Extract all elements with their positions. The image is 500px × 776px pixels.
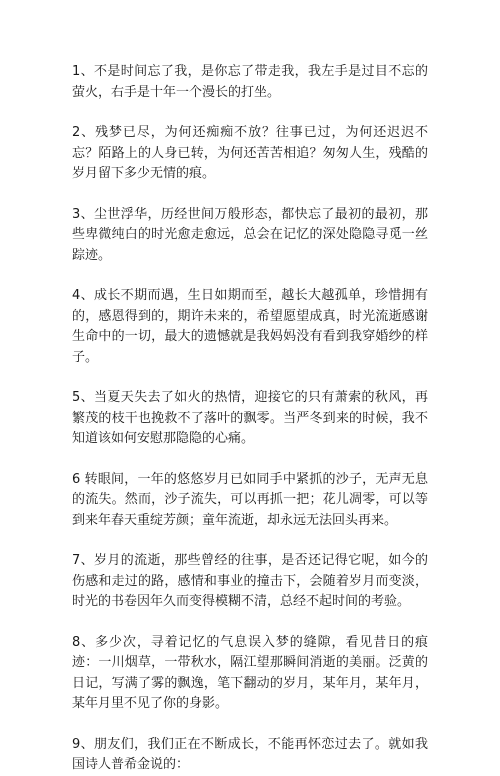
paragraph-5: 5、当夏天失去了如火的热情，迎接它的只有萧索的秋风，再繁茂的枝干也挽救不了落叶的飘零。当严冬到来的时候，我不知道该如何安慰那隐隐的心痛。 xyxy=(72,390,428,446)
paragraph-6: 6 转眼间，一年的悠悠岁月已如同手中紧抓的沙子，无声无息的流失。然而，沙子流失，可以再抓一把；花儿凋零，可以等到来年春天重绽芳颜；童年流逝，却永远无法回头再来。 xyxy=(72,471,428,528)
paragraph-4: 4、成长不期而遇，生日如期而至，越长大越孤单，珍惜拥有的，感恩得到的，期许未来的，希望愿望成真，时光流逝感谢生命中的一切，最大的遗憾就是我妈妈没有看到我穿婚纱的样子。 xyxy=(72,288,428,365)
paragraph-2: 2、残梦已尽，为何还痴痴不放？往事已过，为何还迟迟不忘？陌路上的人身已转，为何还苦苦相追？匆匆人生，残酷的岁月留下多少无情的痕。 xyxy=(72,125,428,181)
paragraph-8: 8、多少次，寻着记忆的气息误入梦的缝隙，看见昔日的痕迹：一川烟草，一带秋水，隔江望那瞬间消逝的美丽。泛黄的日记，写满了雾的飘逸，笔下翻动的岁月，某年月，某年月，某年月里不见了你的身影。 xyxy=(72,634,428,711)
paragraph-3: 3、尘世浮华，历经世间万般形态，都快忘了最初的最初，那些卑微纯白的时光愈走愈远，总会在记忆的深处隐隐寻觅一丝踪迹。 xyxy=(72,206,428,263)
paragraph-1: 1、不是时间忘了我，是你忘了带走我，我左手是过目不忘的萤火，右手是十年一个漫长的打坐。 xyxy=(72,64,428,100)
paragraph-9: 9、朋友们，我们正在不断成长，不能再怀恋过去了。就如我国诗人普希金说的： xyxy=(72,736,428,772)
paragraph-7: 7、岁月的流逝，那些曾经的往事，是否还记得它呢，如今的伤感和走过的路，感情和事业的撞击下，会随着岁月而变淡，时光的书卷因年久而变得模糊不清，总经不起时间的考验。 xyxy=(72,553,428,609)
